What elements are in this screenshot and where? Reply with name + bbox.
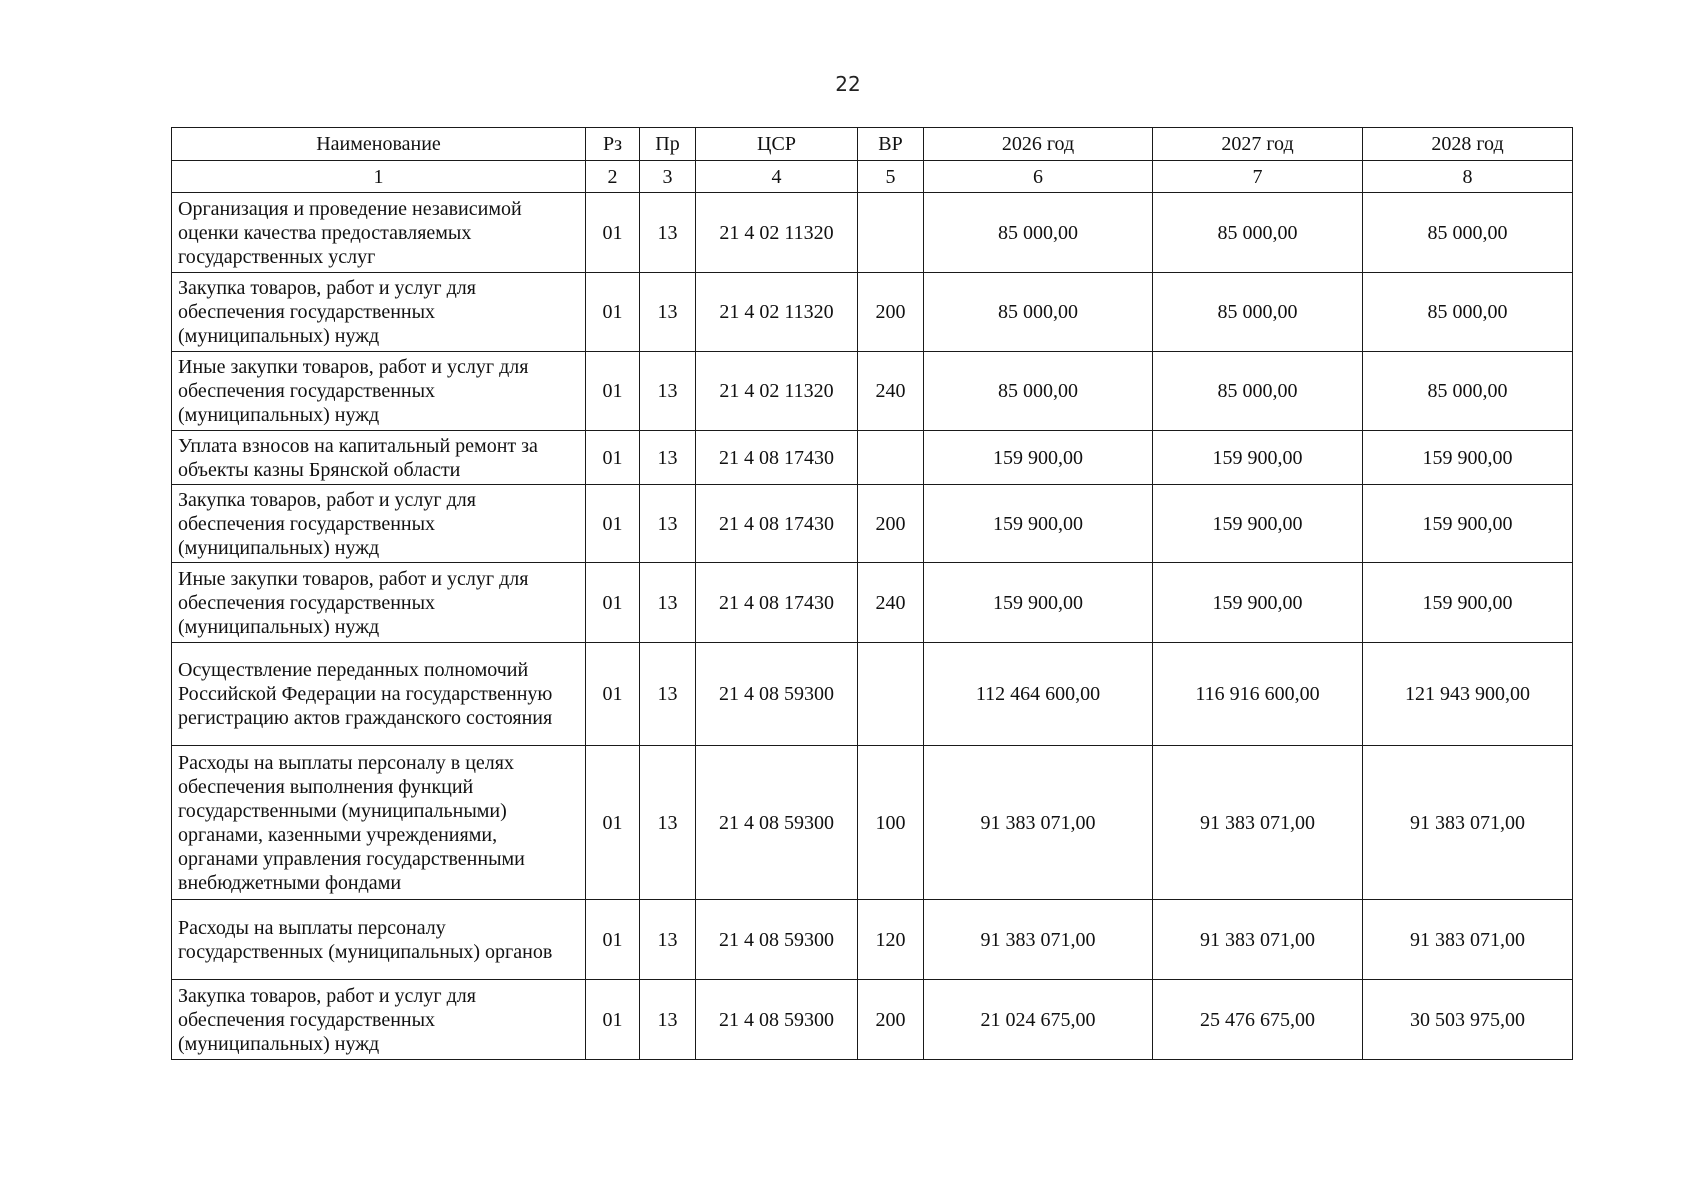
row-csr: 21 4 02 11320 [696,273,858,352]
row-vr [858,431,924,485]
row-name: Расходы на выплаты персоналу государственных (муниципальных) органов [172,900,586,980]
table-row [172,485,1573,563]
row-csr: 21 4 08 17430 [696,563,858,643]
row-csr: 21 4 08 59300 [696,746,858,900]
row-2026: 159 900,00 [924,485,1153,563]
row-pr: 13 [640,563,696,643]
row-2026: 159 900,00 [924,563,1153,643]
row-vr: 200 [858,980,924,1060]
table-row [172,746,1573,900]
row-csr: 21 4 08 59300 [696,643,858,746]
header-csr: ЦСР [696,128,858,161]
row-2027: 25 476 675,00 [1153,980,1363,1060]
row-rz: 01 [586,352,640,431]
column-number: 5 [858,161,924,193]
row-2028: 85 000,00 [1363,352,1573,431]
row-vr: 200 [858,273,924,352]
row-name: Иные закупки товаров, работ и услуг для обеспечения государственных (муниципальных) нужд [172,352,586,431]
column-number: 3 [640,161,696,193]
header-2028: 2028 год [1363,128,1573,161]
row-2027: 85 000,00 [1153,352,1363,431]
row-csr: 21 4 08 59300 [696,980,858,1060]
header-name: Наименование [172,128,586,161]
row-name: Осуществление переданных полномочий Российской Федерации на государственную регистрацию актов гражданского состояния [172,643,586,746]
row-2026: 91 383 071,00 [924,746,1153,900]
row-pr: 13 [640,352,696,431]
row-name: Закупка товаров, работ и услуг для обеспечения государственных (муниципальных) нужд [172,273,586,352]
row-pr: 13 [640,980,696,1060]
table-row [172,563,1573,643]
page-number: 22 [835,72,861,96]
column-number: 4 [696,161,858,193]
row-rz: 01 [586,643,640,746]
row-name: Закупка товаров, работ и услуг для обеспечения государственных (муниципальных) нужд [172,980,586,1060]
row-2028: 85 000,00 [1363,193,1573,273]
row-pr: 13 [640,273,696,352]
header-pr: Пр [640,128,696,161]
row-2027: 159 900,00 [1153,431,1363,485]
row-name: Иные закупки товаров, работ и услуг для обеспечения государственных (муниципальных) нужд [172,563,586,643]
table-row [172,352,1573,431]
column-number: 2 [586,161,640,193]
row-csr: 21 4 08 17430 [696,485,858,563]
table-row [172,431,1573,485]
column-number: 6 [924,161,1153,193]
table-row [172,643,1573,746]
row-pr: 13 [640,193,696,273]
row-rz: 01 [586,431,640,485]
table-row [172,193,1573,273]
row-csr: 21 4 08 59300 [696,900,858,980]
column-number: 1 [172,161,586,193]
row-2026: 91 383 071,00 [924,900,1153,980]
row-vr [858,643,924,746]
row-2026: 159 900,00 [924,431,1153,485]
row-2027: 116 916 600,00 [1153,643,1363,746]
row-rz: 01 [586,563,640,643]
row-2028: 91 383 071,00 [1363,900,1573,980]
row-pr: 13 [640,746,696,900]
header-2026: 2026 год [924,128,1153,161]
table-row [172,900,1573,980]
row-2027: 159 900,00 [1153,485,1363,563]
row-2028: 159 900,00 [1363,485,1573,563]
row-2028: 91 383 071,00 [1363,746,1573,900]
row-2027: 159 900,00 [1153,563,1363,643]
header-2027: 2027 год [1153,128,1363,161]
row-2027: 85 000,00 [1153,193,1363,273]
row-name: Организация и проведение независимой оценки качества предоставляемых государственных услуг [172,193,586,273]
row-2026: 85 000,00 [924,352,1153,431]
row-2027: 91 383 071,00 [1153,746,1363,900]
row-vr [858,193,924,273]
row-csr: 21 4 02 11320 [696,193,858,273]
row-pr: 13 [640,900,696,980]
row-name: Расходы на выплаты персоналу в целях обеспечения выполнения функций государственными (муниципальными) органами, казенными учреждениями, органами управления государственными внебюджетными фондами [172,746,586,900]
row-name: Закупка товаров, работ и услуг для обеспечения государственных (муниципальных) нужд [172,485,586,563]
row-vr: 240 [858,352,924,431]
row-name: Уплата взносов на капитальный ремонт за объекты казны Брянской области [172,431,586,485]
header-row [172,128,1573,161]
column-number: 8 [1363,161,1573,193]
row-pr: 13 [640,643,696,746]
row-csr: 21 4 08 17430 [696,431,858,485]
row-2028: 159 900,00 [1363,563,1573,643]
row-rz: 01 [586,980,640,1060]
row-2027: 85 000,00 [1153,273,1363,352]
row-2026: 112 464 600,00 [924,643,1153,746]
row-pr: 13 [640,431,696,485]
row-vr: 240 [858,563,924,643]
row-rz: 01 [586,485,640,563]
row-2027: 91 383 071,00 [1153,900,1363,980]
row-2026: 85 000,00 [924,193,1153,273]
row-2028: 85 000,00 [1363,273,1573,352]
row-2028: 121 943 900,00 [1363,643,1573,746]
row-vr: 200 [858,485,924,563]
table-row [172,980,1573,1060]
column-number-row [172,161,1573,193]
row-rz: 01 [586,746,640,900]
budget-table [171,127,1573,1060]
row-rz: 01 [586,193,640,273]
row-2026: 21 024 675,00 [924,980,1153,1060]
row-rz: 01 [586,273,640,352]
header-rz: Рз [586,128,640,161]
row-2028: 30 503 975,00 [1363,980,1573,1060]
row-csr: 21 4 02 11320 [696,352,858,431]
row-vr: 100 [858,746,924,900]
row-2028: 159 900,00 [1363,431,1573,485]
row-vr: 120 [858,900,924,980]
row-pr: 13 [640,485,696,563]
row-rz: 01 [586,900,640,980]
header-vr: ВР [858,128,924,161]
column-number: 7 [1153,161,1363,193]
row-2026: 85 000,00 [924,273,1153,352]
table-row [172,273,1573,352]
